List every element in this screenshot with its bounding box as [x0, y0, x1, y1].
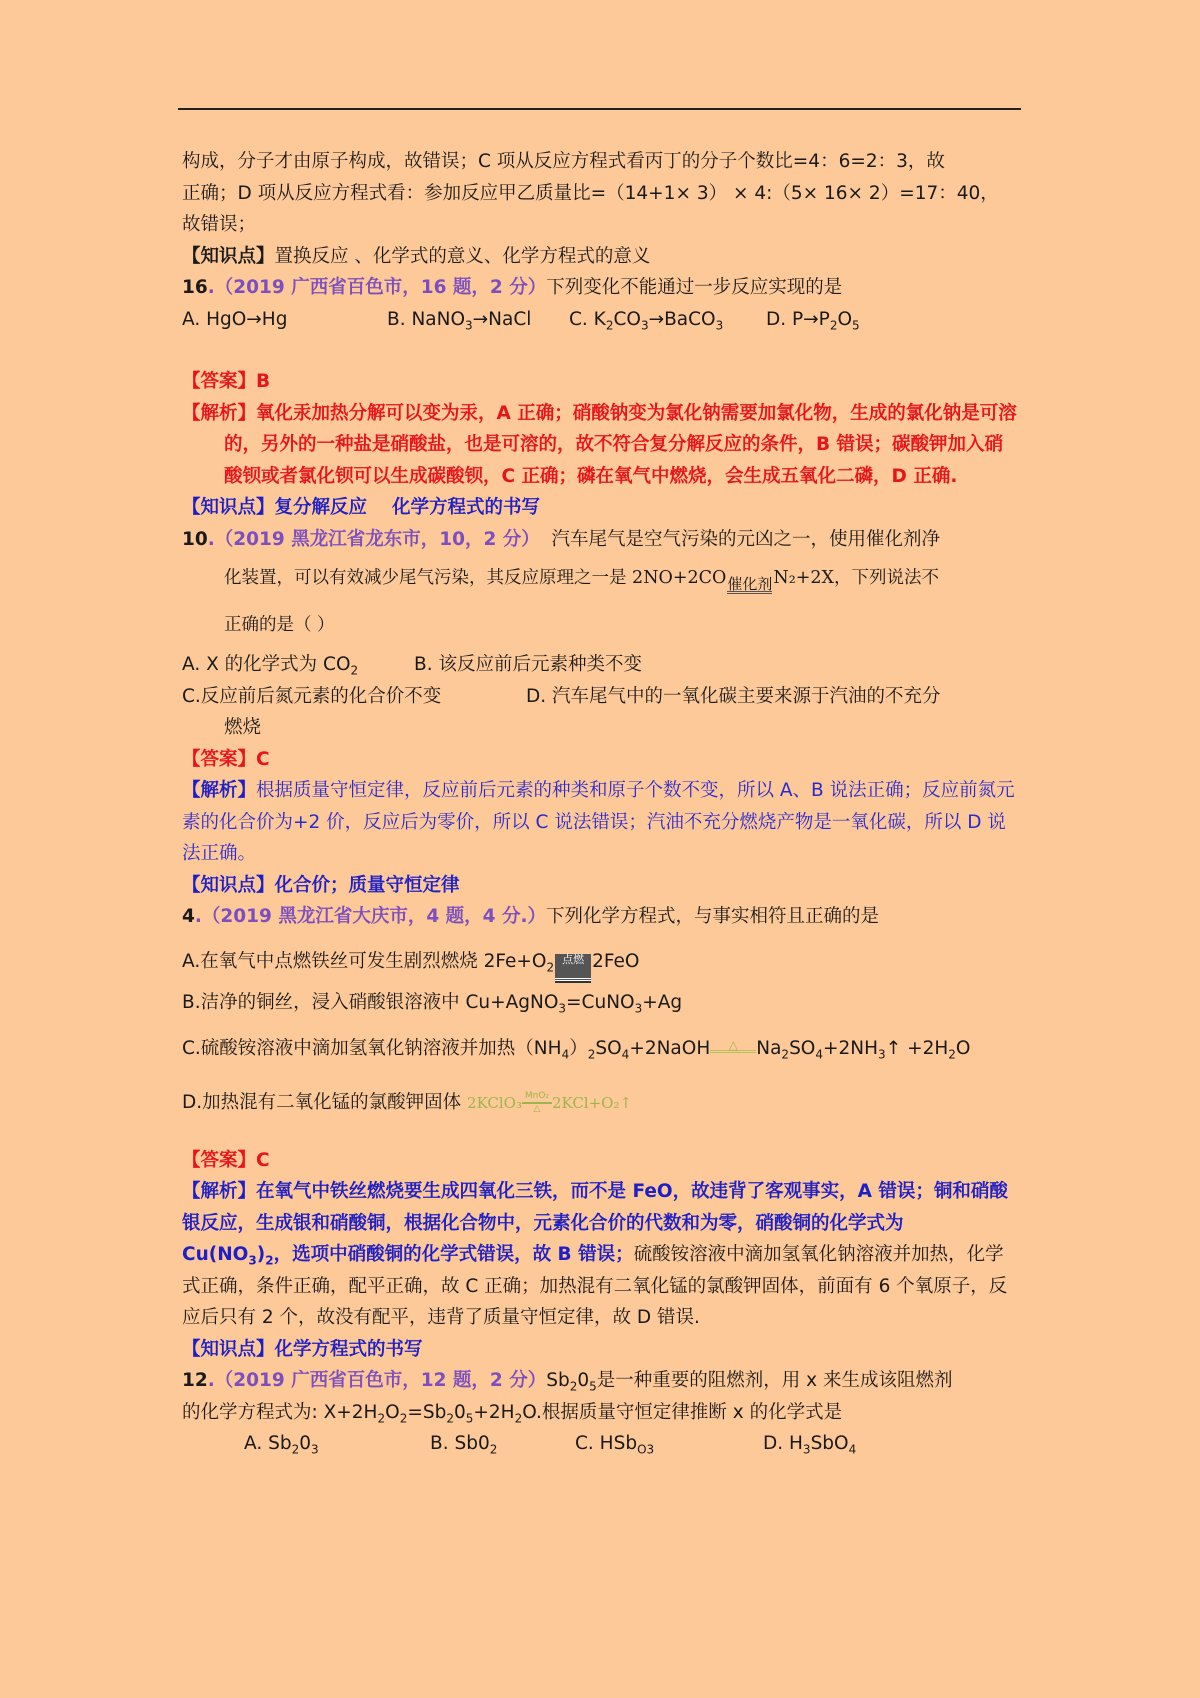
prev-analysis-line1: 构成，分子才由原子构成，故错误；C 项从反应方程式看丙丁的分子个数比=4：6=2：3，故: [182, 151, 945, 172]
question-12-stem-line2: 的化学方程式为: $X+2H_2O_2=Sb_20_5+2H_2O$.根据质量守恒定律推断 x 的化学式是: [182, 1401, 843, 1426]
q4-analysis: 【解析】在氧气中铁丝燃烧要生成四氧化三铁，而不是 FeO，故违背了客观事实，A 错误；铜和硝酸银反应，生成银和硝酸铜，根据化合物中，元素化合价的代数和为零，硝酸铜的化学式为 $Cu(NO_3)_2$，选项中硝酸铜的化学式错误，故 B 错误；硫酸铵溶液中滴加氢氧化钠溶液并加热，化学式正确，条件正确，配平正确，故 C 正确；加热混有二氧化锰的氯酸钾固体，前面有 6 个氧原子，反应后只有 2 个，故没有配平，违背了质量守恒定律，故 D 错误.: [182, 1181, 1008, 1328]
q12-option-b: B. $Sb0_2$: [430, 1433, 498, 1457]
q16-answer: 【答案】B: [182, 371, 271, 392]
question-10-stem-line2: 化装置，可以有效减少尾气污染，其反应原理之一是 2NO+2CO 催化剂 N₂+2X，下列说法不: [224, 568, 939, 593]
catalyst-condition: 催化剂: [727, 575, 773, 593]
prev-analysis-line3: 故错误；: [182, 214, 257, 235]
question-12-stem-line1: 12.（2019 广西省百色市，12 题，2 分）$Sb_20_5$是一种重要的阻燃剂，用 x 来生成该阻燃剂: [182, 1370, 953, 1394]
q4-option-b: B.洁净的铜丝，浸入硝酸银溶液中 Cu+AgNO$_3$=CuNO$_3$+Ag: [182, 991, 683, 1016]
ignition-condition-image: 点燃: [555, 954, 591, 981]
q10-analysis: 【解析】根据质量守恒定律，反应前后元素的种类和原子个数不变，所以 A、B 说法正确；反应前氮元素的化合价为+2 价，反应后为零价，所以 C 说法错误；汽油不充分燃烧产物是一氧化碳，所以 D 说法正确。: [182, 780, 1015, 864]
q12-option-c: C. HSb$_{O3}$: [575, 1433, 655, 1457]
q4-knowledge-point: 【知识点】化学方程式的书写: [182, 1338, 423, 1360]
document-body: [182, 146, 1020, 1460]
question-10-options-ab: [182, 649, 1020, 681]
q4-option-d: D.加热混有二氧化锰的氯酸钾固体 2KClO₃ MnO₂ △ 2KCl+O₂↑: [182, 1090, 633, 1114]
q4-option-c: C.硫酸铵溶液中滴加氢氧化钠溶液并加热$(NH_4)_2SO_4+2NaOH$ △ $Na_2SO_4+2NH_3↑ +2H_2O$: [182, 1037, 971, 1062]
q10-knowledge-point: 【知识点】化合价；质量守恒定律: [182, 874, 460, 896]
mno2-condition: MnO₂ △: [522, 1092, 552, 1114]
q4-option-a: A.在氧气中点燃铁丝可发生剧烈燃烧 $2Fe+O_2$点燃 2FeO: [182, 937, 1020, 986]
question-10-stem-line1: 10.（2019 黑龙江省龙东市，10，2 分） 汽车尾气是空气污染的元凶之一，使用催化剂净: [182, 528, 941, 550]
header-rule: [178, 108, 1021, 110]
heating-equals-sign: △: [710, 1040, 756, 1053]
q10-option-d-cont: 燃烧: [224, 717, 262, 738]
q10-option-d: D. 汽车尾气中的一氧化碳主要来源于汽油的不充分: [526, 685, 941, 707]
q10-option-a: A. X 的化学式为 $CO_2$: [182, 654, 359, 678]
q12-option-d: D. $H_3SbO_4$: [763, 1433, 857, 1457]
question-10-options-cd: [182, 681, 1020, 713]
q16-option-b: B. NaNO$_3$→NaCl: [387, 308, 532, 333]
q16-analysis: 【解析】氧化汞加热分解可以变为汞，A 正确；硝酸钠变为氯化钠需要加氯化物，生成的氯化钠是可溶的，另外的一种盐是硝酸盐，也是可溶的，故不符合复分解反应的条件，B 错误；碳酸钾加入硝酸钡或者氯化钡可以生成碳酸钡，C 正确；磷在氧气中燃烧，会生成五氧化二磷，D 正确.: [182, 402, 1017, 487]
q16-option-a: A. HgO→Hg: [182, 308, 288, 330]
prev-knowledge-point: 【知识点】置换反应 、化学式的意义、化学方程式的意义: [182, 245, 651, 267]
prev-analysis-line2: 正确；D 项从反应方程式看：参加反应甲乙质量比=（14+1× 3） × 4:（5× 16× 2）=17：40，: [182, 182, 999, 204]
q16-option-c: C. $K_2CO_3\to BaCO_3$: [569, 308, 724, 333]
q10-answer: 【答案】C: [182, 748, 270, 770]
q4-answer: 【答案】C: [182, 1149, 270, 1171]
q16-option-d: D. $P\to P_2O_5$: [766, 308, 860, 333]
question-10-stem-line3: 正确的是（ ）: [224, 615, 335, 635]
question-12-options: [182, 1428, 1020, 1460]
q12-option-a: A. $Sb_20_3$: [244, 1433, 319, 1457]
question-16-stem: 16.（2019 广西省百色市，16 题，2 分）下列变化不能通过一步反应实现的是: [182, 277, 843, 298]
question-4-stem: 4.（2019 黑龙江省大庆市，4 题，4 分.）下列化学方程式，与事实相符且正确的是: [182, 906, 880, 927]
question-16-options: [182, 304, 1020, 336]
q10-option-c: C.反应前后氮元素的化合价不变: [182, 685, 442, 707]
q10-option-b: B. 该反应前后元素种类不变: [414, 654, 642, 675]
q16-knowledge-point: 【知识点】复分解反应 化学方程式的书写: [182, 497, 540, 518]
